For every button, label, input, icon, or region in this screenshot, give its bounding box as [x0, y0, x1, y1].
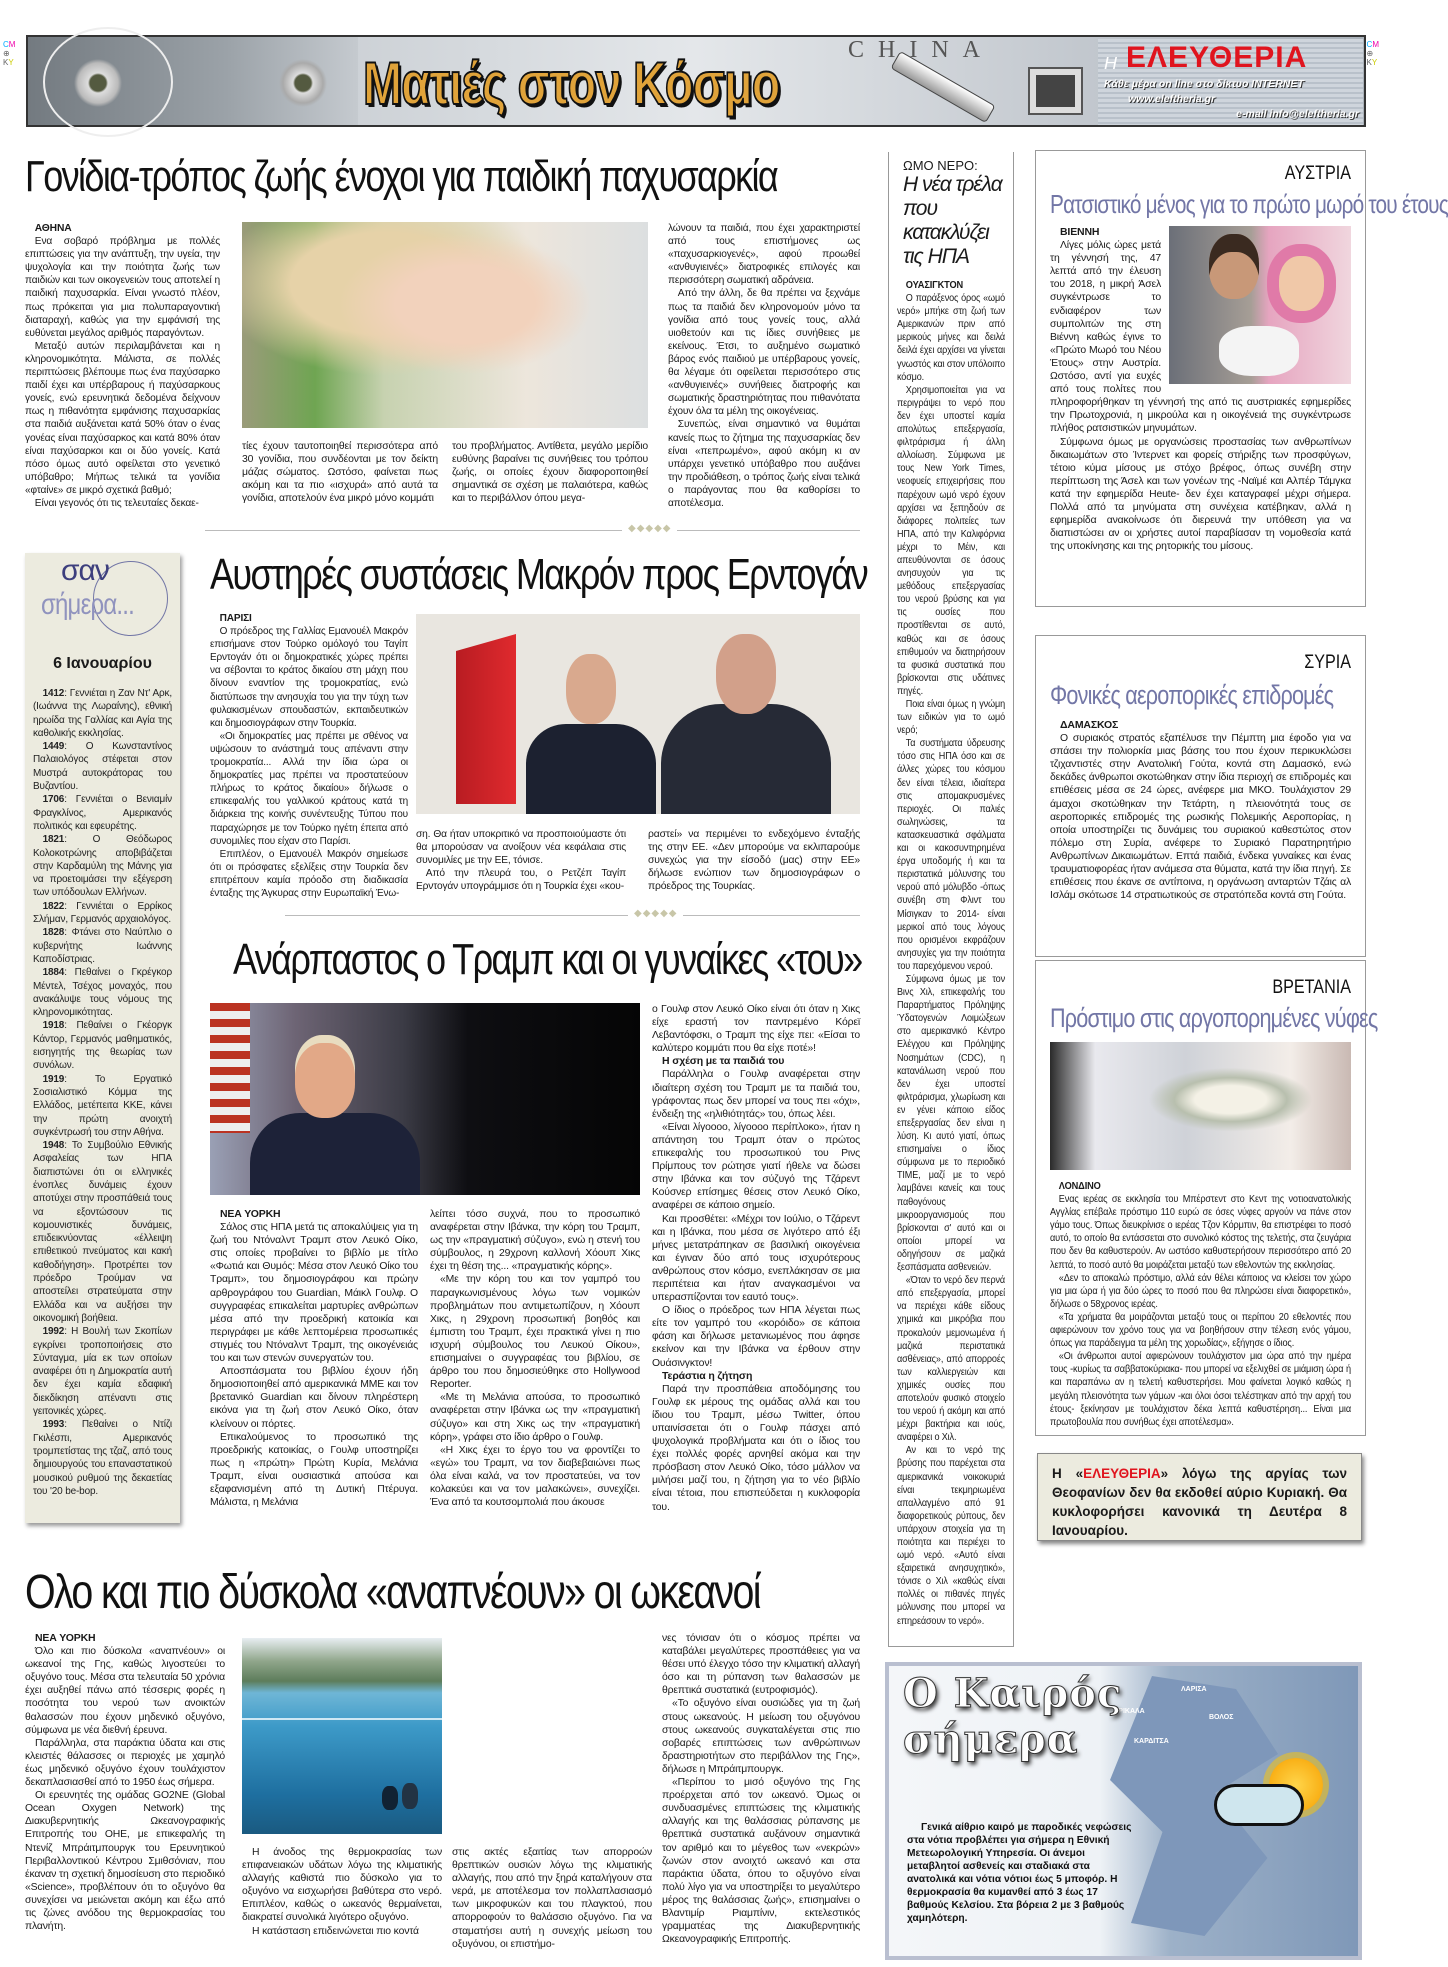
turkish-flag: [456, 634, 516, 804]
event-text: Πεθαίνει ο Γκέοργκ Κάντορ, Γερμανός μαθηματικός, εισηγητής της θεωρίας των συνόλων.: [33, 1020, 172, 1072]
headline-oceans: Ολο και πιο δύσκολα «αναπνέουν» οι ωκεανοί: [25, 1566, 760, 1619]
raw-water-body: [897, 279, 1005, 1628]
paragraph: «Με τη Μελάνια απούσα, το προσωπικό αναφέρεται στην Ιβάνκα ως την «πραγματική σύζυγο» και στη Χικς ως την «πραγματική κόρη», γράφει στο ίδιο άρθρο ο Γουλφ.: [430, 1392, 640, 1443]
paragraph: Από την πλευρά του, ο Ρετζέπ Ταγίπ Ερντογάν υπογράμμισε ότι η Τουρκία έχει «κου-: [416, 868, 626, 893]
paragraph: Μεταξύ αυτών περιλαμβάνεται και η κληρονομικότητα. Μάλιστα, σε πολλές περιπτώσεις βλέπουμε πως ένα παχύσαρκο παιδί έχει και υπέρβαρους ή παχύσαρκους γονείς, ενώ ερευνητικά δεδομένα δείχνουν πως η πιθανότητα εμφάνισης παχυσαρκίας στα παιδιά αυξάνεται κατά 50% όταν ο ένας γονέας είναι παχύσαρκος και κατά 80% όταν είναι παχύσαρκοι και οι δύο γονείς. Κατά πόσο όμως αυτό οφείλεται στο γενετικό υπόβαθρο; Μήπως τελικά τα γονίδια «φταίνε» σε μικρό σχετικά βαθμό;: [25, 340, 220, 496]
event-year: 1919: [42, 1073, 65, 1085]
macron-col-1: [210, 612, 408, 900]
waterline: [242, 1718, 442, 1720]
city-label: ΚΑΡΔΙΤΣΑ: [1134, 1738, 1169, 1745]
brand-prefix: Η: [1104, 53, 1117, 73]
brand-url[interactable]: www.eleftheria.gr: [1128, 93, 1216, 105]
history-event: [33, 966, 172, 1019]
austria-box: [1035, 150, 1448, 607]
history-event: [33, 1073, 172, 1139]
history-event: [33, 1139, 172, 1325]
event-year: 1992: [42, 1326, 65, 1338]
event-text: Το Εργατικό Σοσιαλιστικό Κόμμα της Ελλάδος, μετέπειτα ΚΚΕ, κάνει την πρώτη ανοιχτή συγκέντρωσή του στην Αθήνα.: [33, 1073, 172, 1138]
paragraph: Επιπλέον, ο Εμανουέλ Μακρόν σημείωσε ότι οι πρόσφατες εξελίξεις στην Τουρκία δεν επιτρέπουν καμία πρόοδο στη διαδικασία ένταξης της Άγκυρας στην Ευρωπαϊκή Ένω-: [210, 848, 408, 899]
event-text: Γεννιέται ο Ερρίκος Σλήμαν, Γερμανός αρχαιολόγος.: [33, 900, 172, 926]
event-text: Πεθαίνει ο Γκρέγκορ Μέντελ, Τσέχος μοναχός, που ανακάλυψε τους νόμους της κληρονομικότητας.: [33, 967, 172, 1019]
event-separator: :: [64, 834, 93, 846]
photo-family-baby: [1169, 226, 1351, 384]
event-year: 1884: [42, 967, 65, 979]
paragraph: Παράλληλα ο Γουλφ αναφέρεται στην ιδιαίτερη σχέση του Τραμπ με τα παιδιά του, γράφοντας πως δεν μπορεί να τους πει «όχι», ένδειξη της «ηλιθιότητάς» του, όπως λέει.: [652, 1069, 860, 1120]
cloud-icon: [1214, 1784, 1304, 1826]
city-label: ΤΡΙΚΑΛΑ: [1114, 1708, 1145, 1715]
kicker: ΩΜΟ ΝΕΡΟ:: [903, 158, 978, 173]
paragraph: Τα συστήματα ύδρευσης τόσο στις ΗΠΑ όσο και σε άλλες χώρες του κόσμου δεν είναι τέλεια, ιδιαίτερα στις απομακρυσμένες περιοχές. Οι παλιές σωληνώσεις, τα κατασκευαστικά σφάλματα και οι κακοσυντηρημένα έργα υποδομής ή και τα περιστατικά μόλυνσης του νερού από μόλυβδο -όπως συνέβη στη Φλιντ του Μίσιγκαν το 2014- είναι μερικοί από τους λόγους που ορισμένοι εκφράζουν ανησυχίες για την ποιότητα του παρεχόμενου νερού.: [897, 738, 1005, 972]
event-separator: :: [64, 688, 70, 699]
event-year: 1821: [42, 834, 65, 846]
publication-notice: [1037, 1453, 1362, 1541]
paragraph: Παρά την προσπάθεια αποδόμησης του Γουλφ εκ μέρους της ομάδας αλλά και του ίδιου του Τραμπ, μέσω Twitter, όπου υπαινίσσεται ότι ο Γουλφ πάσχει από ψυχολογικά προβλήματα και ότι ο ίδιος του έχει πολλές φορές αρνηθεί ακόμα και την πρόσβαση στον Λευκό Οίκο, τόσο μάλλον να μιλήσει μαζί του, η ζήτηση για το νέο βιβλίο είναι τέτοια, που επισπεύδεται η κυκλοφορία του.: [652, 1383, 860, 1513]
history-event: [33, 926, 172, 966]
paragraph: του προβλήματος. Αντίθετα, μεγάλο μερίδιο ευθύνης βαραίνει τις συνήθειες του τρόπου ζωής, οι οποίες έχουν διαφοροποιηθεί σημαντικά σε σχέση με παλαιότερα, καθώς και το περιβάλλον όπου μεγα-: [452, 441, 648, 505]
event-text: Η Βουλή των Σκοπίων εγκρίνει τροποποιήσεις στο Σύνταγμα, μία εκ των οποίων αναφέρει ότι η Δημοκρατία αυτή δεν έχει καμία εδαφική διεκδίκηση απέναντι στις γειτονικές χώρες.: [33, 1326, 172, 1418]
oceans-col-4: [662, 1632, 860, 1946]
event-year: 1918: [42, 1020, 65, 1032]
registration-mark-left: CM ⊕ KY: [3, 40, 16, 67]
events-list: [33, 687, 172, 1498]
headline-britain: Πρόστιμο στις αργοπορημένες νύφες: [1050, 1003, 1378, 1033]
weather-forecast: Γενικά αίθριο καιρό με παροδικές νεφώσεις στα νότια προβλέπει για σήμερα η Εθνική Μετεωρολογική Υπηρεσία. Οι άνεμοι μεταβλητοί ασθενείς και σταδιακά στα ανατολικά και νότια νότιοι έως 5 μποφόρ. Η θερμοκρασία θα κυμανθεί από 3 έως 17 βαθμούς Κελσίου. Στα βόρεια 2 με 3 βαθμούς χαμηλότερη.: [907, 1822, 1132, 1924]
paragraph: Σύμφωνα όμως με οργανώσεις προστασίας των ανθρωπίνων δικαιωμάτων στο Ίντερνετ και φορείς στήριξης των προσφύγων, τέτοιο κύμα μίσους με στόχο βρέφος, όπως συνέβη στην περίπτωση της Άσελ και των γονέων της -Ναϊμέ και Αλπέρ Τάμγκα κατά την εφημερίδα Heute- δεν έχει καταγραφεί μέχρι σήμερα. Πολλά από τα μηνύματα στη συνέχεια κατέβηκαν, αλλά η εφημερίδα ανακοίνωσε ότι διερευνά την υπόθεση για να διαπιστώσει αν οι χρήστες αυτοί παραβίασαν τη νομοθεσία κατά της υποκίνησης και της ρητορικής του μίσους.: [1050, 436, 1351, 553]
subheading: Η σχέση με τα παιδιά του: [662, 1055, 785, 1068]
photo-child-eating: [242, 222, 648, 428]
brand-logo: ΕΛΕΥΘΕΡΙΑ: [1126, 41, 1308, 74]
subheading: Τεράστια η ζήτηση: [662, 1369, 753, 1382]
event-year: 1993: [42, 1419, 65, 1431]
dateline: ΒΙΕΝΝΗ: [1060, 226, 1100, 238]
event-separator: :: [64, 1140, 72, 1152]
computer-icon: [1028, 67, 1083, 115]
syria-box: [1035, 635, 1366, 957]
history-event: [33, 1418, 172, 1498]
oceans-col-2: [242, 1846, 442, 1938]
paragraph: λώνουν τα παιδιά, που έχει χαρακτηριστεί από τους επιστήμονες ως «παχυσαρκιογενές», αφού προωθεί «ανθυγιεινές» διατροφικές επιλογές και περισσότερη σωματική αδράνεια.: [668, 223, 860, 287]
event-year: 1822: [42, 900, 65, 912]
paragraph: ση. Θα ήταν υποκριτικό να προσποιούμαστε ότι θα μπορούσαν να ανοίξουν νέα κεφάλαια στις συνομιλίες με την ΕΕ, τόνισε.: [416, 829, 626, 867]
history-event: [33, 793, 172, 833]
today-title-top: σαν: [61, 554, 109, 587]
city-label: ΒΟΛΟΣ: [1209, 1714, 1234, 1721]
event-year: 1412: [42, 688, 65, 699]
event-text: Το Συμβούλιο Εθνικής Ασφαλείας των ΗΠΑ διαπιστώνει ότι οι ελληνικές ένοπλες δυνάμεις έχουν αποτύχει στην προσπάθειά τους να εξοντώσουν τις κομουνιστικές δυνάμεις, επιδεικνύοντας «έλλειψη επιθετικού πνεύματος και κακή καθοδήγηση». Προτρέπει τον πρόεδρο Τρούμαν να αποστείλει στρατεύματα στην Ελλάδα και να αυξήσει την οικονομική βοήθεια.: [33, 1140, 172, 1324]
notice-text: Η «: [1052, 1466, 1084, 1481]
paragraph: Ο συριακός στρατός εξαπέλυσε την Πέμπτη μια έφοδο για να σπάσει την πολιορκία μιας βάσης του που έχουν περικυκλώσει τζιχαντιστές στην Ανατολική Γούτα, κοντά στη Δαμασκό, ενώ δεκάδες άνθρωποι σκοτώθηκαν στην ίδια περιοχή σε επιδρομές και επιθέσεις μέσα σε 24 ώρες, ανέφερε μια ΜΚΟ. Τουλάχιστον 29 άμαχοι σκοτώθηκαν την Τετάρτη, η πλειονότητά τους σε αεροπορικές επιδρομές της ρωσικής Πολεμικής Αεροπορίας, η οποία υποστηρίζει τις δυνάμεις του συριακού καθεστώτος στον πόλεμο στη Συρία, ανέφερε το Συριακό Παρατηρητήριο Ανθρωπίνων Δικαιωμάτων. Επτά παιδιά, ένδεκα γυναίκες και ένας τραυματιοφορέας ήταν ανάμεσα στα θύματα, κατά την ίδια πηγή. Σε επιθέσεις που έκανε σε αντίποινα, η οργάνωση ανταρτών Τζάις αλ Ισλάμ σκότωσε 14 στρατιωτικούς σε στρατόπεδα κοντά στη Γούτα.: [1050, 733, 1351, 902]
trump-col-3: [652, 1003, 860, 1514]
paragraph: Ο πρόεδρος της Γαλλίας Εμανουέλ Μακρόν επισήμανε στον Τούρκο ομόλογό του Ταγίπ Ερντογάν ότι οι δημοκρατικές χώρες πρέπει να σέβονται το κράτος δικαίου στη μάχη που δίνουν εναντίον της τρομοκρατίας, ενώ διατύπωσε την ανησυχία του για την τύχη των φυλακισμένων σπουδαστών, εκπαιδευτικών και δημοσιογράφων στην Τουρκία.: [210, 626, 408, 729]
paragraph: Σάλος στις ΗΠΑ μετά τις αποκαλύψεις για τη ζωή του Ντόναλντ Τραμπ στον Λευκό Οίκο, στις οποίες προβαίνει το βιβλίο με τίτλο «Φωτιά και Θυμός: Μέσα στον Λευκό Οίκο του Τραμπ», του δημοσιογράφου και πρώην αρθρογράφου του Guardian, Μάικλ Γουλφ. Ο συγγραφέας επικαλείται μαρτυρίες ανθρώπων μέσα από την προεδρική κατοικία και περιγράφει με κάθε λεπτομέρεια προσωπικές στιγμές του Ντόναλντ Τραμπ, της οικογένειάς του και των στενών συνεργατών του.: [210, 1222, 418, 1365]
section-divider: [285, 915, 860, 916]
event-text: Πεθαίνει ο Ντίζι Γκιλέσπι, Αμερικανός τρομπετίστας της τζαζ, από τους δημιουργούς του επαναστατικού μουσικού ρυθμού της δεκαετίας του '20 be-bop.: [33, 1419, 172, 1497]
event-separator: :: [64, 1326, 72, 1338]
photo-trump: [210, 1003, 640, 1195]
headline-obesity: Γονίδια-τρόπος ζωής ένοχοι για παιδική παχυσαρκία: [25, 152, 778, 201]
person-trump: [250, 1113, 420, 1195]
paragraph: «Δεν το αποκαλώ πρόστιμο, αλλά εάν θέλει κάποιος να κλείσει τον χώρο για μια ώρα ή για δύο ώρες το ποσό που θα πληρώσει είναι διαφορετικό», δήλωσε ο 58χρονος ιερέας.: [1050, 1272, 1351, 1310]
austria-lead: Λίγες μόλις ώρες μετά τη γέννησή της, 47 λεπτά από την έλευση του 2018, η μικρή Άσελ συγκέντρωσε το ενδιαφέρον των συμπολιτών της στη Βιέννη καθώς έγινε το «Πρώτο Μωρό: [1050, 240, 1161, 356]
country-label: ΣΥΡΙΑ: [1304, 652, 1351, 673]
paragraph: Οι ερευνητές της ομάδας GO2NE (Global Ocean Oxygen Network) της Διακυβερνητικής Ωκεανογραφικής Επιτροπής του ΟΗΕ, με επικεφαλής τη Ντενίζ Μπράιτμπουργκ του Ερευνητικού Περιβαλλοντικού Κέντρου Σμιθσόνιαν, που έκαναν τη σχετική δημοσίευση στο περιοδικό «Science», προβλέπουν ότι το οξυγόνο θα συνεχίσει να μειώνεται ακόμη και έξω από τις ζώνες ανόδου της θερμοκρασίας του πλανήτη.: [25, 1790, 225, 1933]
paragraph: τίες έχουν ταυτοποιηθεί περισσότερα από 30 γονίδια, που συνδέονται με τον δείκτη μάζας σώματος. Ωστόσο, φαίνεται πως ακόμη και τα πιο «ισχυρά» από αυτά τα γονίδια, αποτελούν ένα μικρό μόνο κομμάτι: [242, 441, 438, 505]
country-label: ΑΥΣΤΡΙΑ: [1284, 163, 1351, 184]
britain-body: [1050, 1180, 1351, 1429]
event-text: Ο Θεόδωρος Κολοκοτρώνης αποβιβάζεται στην Καρδαμύλη της Μάνης για να προετοιμάσει την εξέγερση των υπόδουλων Ελλήνων.: [33, 834, 172, 899]
paragraph: Συνεπώς, είναι σημαντικό να θυμάται κανείς πως το ζήτημα της παχυσαρκίας δεν είναι «πεπρωμένο», αφού ακόμη κι αν υπάρχει γενετικό υπόβαθρο που αυξάνει την προδιάθεση, ο τρόπος ζωής είναι τελικά ο παράγοντας που θα καθορίσει το αποτέλεσμα.: [668, 419, 860, 509]
austria-lead-continued: του Νέου Έτους» στην Αυστρία. Ωστόσο, αντί για ευχές από τους πολίτες που πληροφορήθηκαν τη γέννησή της από τις αυστριακές εφημερίδες την Πρωτοχρονιά, η μικρούλα και η οικογένειά της συγκέντρωσε πλήθος ρατσιστικών μηνυμάτων.: [1050, 344, 1351, 435]
paragraph: Αν και το νερό της βρύσης που παρέχεται στα αμερικανικά νοικοκυριά είναι τεκμηριωμένα απαλλαγμένο από 91 διαφορετικούς ρύπους, δεν υπάρχουν στοιχεία για τη ποιότητα και περιέχει το ωμό νερό. «Αυτό είναι εξαιρετικά ανησυχητικό», τόνισε ο Χιλ «καθώς είναι πολλές οι πιθανές πηγές μόλυνσης που μπορεί να επηρεάσουν το νερό».: [897, 1445, 1005, 1627]
trump-col-2: [430, 1208, 640, 1509]
brand-block: [1098, 39, 1363, 125]
britain-box: [1035, 960, 1378, 1436]
event-separator: :: [64, 900, 77, 912]
person-erdogan: [661, 704, 831, 814]
event-separator: :: [64, 794, 76, 806]
paragraph: Χρησιμοποιείται για να περιγράψει το νερό που δεν έχει υποστεί καμία απολύτως επεξεργασία, φιλτράρισμα ή άλλη αλλοίωση. Σύμφωνα με τους New York Times, νεοφυείς επιχειρήσεις που παρέχουν ωμό νερό έχουν αρχίσει να ξεπηδούν σε διάφορες πολιτείες των ΗΠΑ, από την Καλιφόρνια μέχρι το Μέιν, και απευθύνονται σε όσους ανησυχούν για τις μεθόδους επεξεργασίας του νερού βρύσης και για τις ουσίες που προστίθενται σε αυτό, καθώς και σε όσους επιθυμούν να διατηρήσουν τα φυσικά συστατικά που βρίσκονται στις υδάτινες πηγές.: [897, 384, 1005, 697]
history-event: [33, 687, 172, 740]
photo-bride-bouquet: [1050, 1042, 1351, 1170]
person-macron: [526, 724, 656, 814]
syria-body: [1050, 719, 1351, 902]
today-logo: [33, 554, 172, 629]
oceans-col-1: [25, 1632, 225, 1933]
diver: [382, 1786, 398, 1810]
paragraph: ο Γουλφ στον Λευκό Οίκο είναι ότι όταν η Χικς είχε εραστή τον παντρεμένο Κόρεϊ Λεβαντόφσκι, ο Τραμπ της είχε πει: «Είσαι το καλύτερο κομμάτι που θα είχε ποτέ»!: [652, 1004, 860, 1055]
paragraph: νες τόνισαν ότι ο κόσμος πρέπει να καταβάλει μεγαλύτερες προσπάθειες για να θέσει υπό έλεγχο τόσο την κλιματική αλλαγή όσο και τη ρύπανση των θαλασσών με θρεπτικά συστατικά (ευτροφισμός).: [662, 1633, 860, 1697]
section-divider: [205, 530, 860, 531]
paragraph: Είναι γεγονός ότι τις τελευταίες δεκαε-: [34, 497, 199, 509]
paragraph: Η άνοδος της θερμοκρασίας των επιφανειακών υδάτων λόγω της κλιματικής αλλαγής καθιστά πιο δύσκολο για το οξυγόνο να εισχωρήσει βαθύτερα στο νερό. Επιπλέον, καθώς ο ωκεανός θερμαίνεται, διακρατεί συνολικά λιγότερο οξυγόνο.: [242, 1847, 442, 1924]
event-separator: :: [64, 1419, 82, 1431]
us-flag: [210, 1003, 250, 1133]
paragraph: Παράλληλα, στα παράκτια ύδατα και στις κλειστές θάλασσες οι περιοχές με χαμηλό έως μηδενικό οξυγόνο έχουν τουλάχιστον δεκαπλασιασθεί από το 1950 έως σήμερα.: [25, 1737, 225, 1789]
paragraph: ραστεί» να περιμένει το ενδεχόμενο ένταξής της στην ΕΕ. «Δεν μπορούμε να εκλιπαρούμε συνεχώς για την είσοδό (μας) στην ΕΕ» δήλωσε ενώπιον των δημοσιογράφων ο πρόεδρος της Τουρκίας.: [648, 829, 860, 893]
paragraph: «Όταν το νερό δεν περνά από επεξεργασία, μπορεί να περιέχει κάθε είδους χημικά και μικρόβια που προκαλούν μεμονωμένα ή μαζικά περιστατικά ασθένειας», από απορροές των καλλιεργειών και χημικές ουσίες που αποτελούν φυσικό στοιχείο του νερού ή ακόμη και από μέχρι βακτήρια και ιούς, αναφέρει ο Χιλ.: [897, 1275, 1005, 1444]
event-separator: :: [64, 927, 72, 939]
headline-trump: Ανάρπαστος ο Τραμπ και οι γυναίκες «του»: [233, 935, 862, 984]
obesity-col-4: [668, 222, 860, 510]
event-separator: :: [64, 1020, 77, 1032]
paragraph: «Είναι λίγοοοο, λίγοοοο περίπλοκο», ήταν η απάντηση του Τραμπ όταν ο πρώτος επικεφαλής του προσωπικού του Ρινς Πρίμπους τον ρώτησε γιατί ήθελε να δώσει στην Ιβάνκα και τον σύζυγό της Τζάρεντ Κούσνερ επίσημες θέσεις στον Λευκό Οίκο, αναφέρει σε κάποιο σημείο.: [652, 1121, 860, 1212]
paragraph: Και προσθέτει: «Μέχρι τον Ιούλιο, ο Τζάρεντ και η Ιβάνκα, που μέσα σε λιγότερο από έξι μήνες μετατράπηκαν σε βασιλική οικογένεια και έγιναν δύο από τους ισχυρότερους ανθρώπους στον κόσμο, ενεπλάκησαν σε μια περιπέτεια και ήταν αναγκασμένοι να υπερασπίζονται τον εαυτό τους».: [652, 1213, 860, 1304]
paragraph: Ο ίδιος ο πρόεδρος των ΗΠΑ λέγεται πως είτε τον γαμπρό του «κορόιδο» σε κάποια φάση και δήλωσε μετανιωμένος που άφησε εκείνον και την Ιβάνκα να έρθουν στην Ουάσινγκτον!: [652, 1305, 860, 1369]
paragraph: Από την άλλη, δε θα πρέπει να ξεχνάμε πως τα παιδιά δεν κληρονομούν μόνο τα γονίδια από τους γονείς τους, αλλά υιοθετούν και τις ίδιες συνήθειες με εκείνους. Έτσι, το αυξημένο σωματικό βάρος ενός παιδιού με υπέρβαρους γονείς, θα λέγαμε ότι οφείλεται περισσότερο στις «ανθυγιεινές» συνήθειες διατροφής και σωματικής δραστηριότητας που πιθανότατα έχουν όλα τα μέλη της οικογένειας.: [668, 288, 860, 418]
baby: [1219, 326, 1299, 376]
paragraph: λείπει τόσο συχνά, που το προσωπικό αναφέρεται στην Ιβάνκα, την κόρη του Τραμπ, ως την «πραγματική σύζυγο», ενώ η στενή του σύμβουλος, η 29χρονη καλλονή Χόουπ Χικς έχει τη θέση της... «πραγματικής κόρης».: [430, 1209, 640, 1273]
history-event: [33, 900, 172, 927]
event-year: 1948: [42, 1140, 65, 1152]
dateline: ΑΘΗΝΑ: [34, 222, 72, 234]
event-year: 1828: [42, 927, 65, 939]
country-label: ΒΡΕΤΑΝΙΑ: [1272, 977, 1351, 998]
obesity-col-1: [25, 222, 220, 510]
obesity-col-2: [242, 440, 438, 505]
city-label: ΛΑΡΙΣΑ: [1181, 1686, 1207, 1693]
photo-ocean-divers: [242, 1638, 442, 1834]
raw-water-box: [888, 152, 1014, 1647]
dateline: ΝΕΑ ΥΟΡΚΗ: [220, 1208, 281, 1220]
photo-macron-erdogan: [416, 614, 860, 814]
austria-body: [1050, 226, 1351, 553]
weather-box: [885, 1662, 1362, 1960]
mother: [1279, 256, 1324, 311]
father: [1209, 234, 1259, 299]
dateline: ΛΟΝΔΙΝΟ: [1058, 1180, 1101, 1192]
paragraph: Ενα σοβαρό πρόβλημα με πολλές επιπτώσεις για την ανάπτυξη, την υγεία, την ψυχολογία και την ποιότητα ζωής των παιδιών και των οικογενειών τους αποτελεί η παιδική παχυσαρκία. Είναι γνωστό πλέον, πως πρόκειται για μια πολυπαραγοντική διαταραχή, καθώς για την εμφάνισή της ευθύνεται μεγάλος αριθμός παραγόντων.: [25, 236, 220, 339]
paragraph: Επικαλούμενος το προσωπικό της προεδρικής κατοικίας, ο Γουλφ υποστηρίζει πως η «πρώτη» Πρώτη Κυρία, Μελάνια Τραμπ, είναι ουσιαστικά απούσα και εξαφανισμένη από τη Δυτική Πτέρυγα. Μάλιστα, η Μελάνια: [210, 1431, 418, 1509]
banner-title: Ματιές στον Κόσμο: [363, 50, 780, 117]
crosshair-icon: [43, 27, 173, 137]
obesity-col-3: [452, 440, 648, 505]
trump-col-1: [210, 1208, 418, 1509]
event-separator: :: [64, 967, 75, 979]
divider-ornament: ◆◆◆◆◆: [622, 523, 677, 534]
today-title-bottom: σήμερα...: [41, 588, 135, 621]
paragraph: Αποσπάσματα του βιβλίου έχουν ήδη δημοσιοποιηθεί από αμερικανικά ΜΜΕ και τον βρετανικό Guardian και δίνουν πληρέστερη εικόνα για τη ζωή στον Λευκό Οίκο, όταν κλείνουν οι πόρτες.: [210, 1366, 418, 1430]
event-year: 1449: [42, 741, 65, 753]
notice-text: » λόγω της αργίας των Θεοφανίων δεν θα εκδοθεί αύριο Κυριακή. Θα κυκλοφορήσει κανονικά τη Δευτέρα 8 Ιανουαρίου.: [1052, 1466, 1347, 1538]
headline-macron: Αυστηρές συστάσεις Μακρόν προς Ερντογάν: [210, 550, 867, 599]
paragraph: «Περίπου το μισό οξυγόνο της Γης προέρχεται από τον ωκεανό. Όμως οι συνδυασμένες επιπτώσεις της κλιματικής αλλαγής και της θαλάσσιας ρύπανσης με θρεπτικά συστατικά αυξάνουν σημαντικά τον αριθμό και το μέγεθος των «νεκρών» ζωνών στον ανοιχτό ωκεανό και στα παράκτια ύδατα, όπου το οξυγόνο είναι πολύ λίγο για να υποστηρίξει το μεγαλύτερο μέρος της θαλάσσιας ζωής», επισημαίνει ο Βλαντιμίρ Ριαμπίνιν, εκτελεστικός γραμματέας της Διακυβερνητικής Ωκεανογραφικής Επιτροπής.: [662, 1777, 860, 1946]
paragraph: Ενας ιερέας σε εκκλησία του Μπέρστεντ στο Κεντ της νοτιοανατολικής Αγγλίας επέβαλε πρόστιμο 110 ευρώ σε όσες νύφες αργούν να πάνε στον γάμο τους. Όπως διευκρίνισε ο ιερέας Τζον Κόρμπιν, θα επιστρέφει το ποσό αυτό, το οποίο θα εντάσσεται στο συνολικό κόστος της τελετής, στα ζευγάρια που δεν θα καθυστερούν. Αν ωστόσο καθυστερήσουν περισσότερο από 20 λεπτά, το ποσό αυτό θα μοιράζεται μεταξύ των εθελοντών της εκκλησίας.: [1050, 1194, 1351, 1271]
registration-mark-right: CM ⊕ KY: [1366, 40, 1379, 67]
diver: [402, 1783, 418, 1809]
paragraph: Η κατάσταση επιδεινώνεται πιο κοντά: [252, 1925, 419, 1937]
macron-col-2: [416, 828, 626, 893]
weather-title: Ο Καιρός: [903, 1670, 1123, 1717]
paragraph: «Το οξυγόνο είναι ουσιώδες για τη ζωή στους ωκεανούς. Η μείωση του οξυγόνου στους ωκεανούς συγκαταλέγεται στις πιο σοβαρές επιπτώσεις των ανθρώπινων δραστηριοτήτων στο περιβάλλον της Γης», δήλωσε η Μπράιτμπουργκ.: [662, 1698, 860, 1775]
history-event: [33, 740, 172, 793]
weather-title: σήμερα: [903, 1716, 1079, 1763]
paragraph: «Οι άνθρωποι αυτοί αφιερώνουν τουλάχιστον μια ώρα από την ημέρα τους -κυρίως τα σαββατοκύριακα- που μπορεί να εξελιχθεί σε μιάμιση ώρα ή και παραπάνω αν η τελετή καθυστερήσει. Μου φαίνεται λογικό καθώς η μεγάλη πλειονότητα των γάμων -και όλοι όσοι τελέστηκαν από την αρχή του έτους- ξεκίνησαν με τουλάχιστον δέκα λεπτά καθυστέρηση... Είναι μια πρωτοβουλία που συνήθως έχει αποτέλεσμα».: [1050, 1351, 1351, 1428]
paragraph: «Τα χρήματα θα μοιράζονται μεταξύ τους οι περίπου 20 εθελοντές που αφιερώνουν τον χρόνο τους για να βοηθήσουν στην τέλεση ενός γάμου, όπως για παράδειγμα τα μέλη της χορωδίας», εξήγησε ο ίδιος.: [1050, 1311, 1351, 1350]
event-text: Γεννιέται η Ζαν Ντ' Αρκ, (Ιωάννα της Λωραίνης), εθνική ηρωίδα της Γαλλίας και Αγία της καθολικής εκκλησίας.: [33, 688, 172, 739]
paragraph: «Με την κόρη του και τον γαμπρό του παραγκωνισμένους λόγω των νομικών προβλημάτων που αντιμετωπίζουν, η Χόουπ Χικς, η 29χρονη προσωπική βοηθός και έμπιστη του Τραμπ, έχει πρακτικά γίνει η πιο ισχυρή σύμβουλος του Λευκού Οίκου», επισημαίνει ο συγγραφέας του βιβλίου, σε άρθρο του που δημοσιεύθηκε στο Hollywood Reporter.: [430, 1274, 640, 1391]
history-event: [33, 1019, 172, 1072]
paragraph: Ποια είναι όμως η γνώμη των ειδικών για το ωμό νερό;: [897, 699, 1005, 737]
paragraph: στις ακτές εξαιτίας των απορροών θρεπτικών ουσιών λόγω της κλιματικής αλλαγής, που από την ξηρά καταλήγουν στα νερά, με αποτέλεσμα τον πολλαπλασιασμό των μικροφυκών και του πλαγκτού, που απορροφούν το θαλάσσιο οξυγόνο. Για να σταματήσει αυτή η συνεχής μείωση του οξυγόνου, οι επιστήμο-: [452, 1847, 652, 1950]
divider-ornament: ◆◆◆◆◆: [628, 908, 683, 919]
event-year: 1706: [42, 794, 65, 806]
paragraph: «Οι δημοκρατίες μας πρέπει με σθένος να υψώσουν το ανάστημά τους απέναντι στην τρομοκρατία... Αλλά την ίδια ώρα οι δημοκρατίες μας πρέπει να προστατεύουν πλήρως το κράτος δικαίου» δήλωσε ο επικεφαλής του γαλλικού κράτους κατά τη διάρκεια της κοινής συνέντευξης Τύπου που παραχώρησε με τον Τούρκο ηγέτη έπειτα από συνομιλίες που είχαν στο Παρίσι.: [210, 730, 408, 847]
headline-austria: Ρατσιστικό μένος για το πρώτο μωρό του έτους: [1050, 189, 1448, 219]
today-date: 6 Ιανουαρίου: [53, 655, 152, 672]
masthead-banner: [26, 35, 1366, 127]
event-text: Ο Κωνσταντίνος Παλαιολόγος στέφεται στον Μυστρά αυτοκράτορας του Βυζαντίου.: [33, 741, 172, 793]
paragraph: Όλο και πιο δύσκολα «αναπνέουν» οι ωκεανοί της Γης, καθώς λιγοστεύει το οξυγόνο τους. Μέσα στα τελευταία 50 χρόνια έχει αυξηθεί πάνω από τέσσερις φορές η ποσότητα του νερού των ανοικτών θαλασσών που έχουν μηδενικό οξυγόνο, σύμφωνα με νέα διεθνή έρευνα.: [25, 1646, 225, 1736]
event-separator: :: [64, 741, 86, 753]
map-label: CHINA: [848, 37, 994, 63]
event-text: Γεννιέται ο Βενιαμίν Φραγκλίνος, Αμερικανός πολιτικός και εφευρέτης.: [33, 794, 172, 832]
paragraph: Ο παράξενος όρος «ωμό νερό» μπήκε στη ζωή των Αμερικανών πριν από μερικούς μήνες και δειλά δειλά έχει αρχίσει να γίνεται γνωστός και στον υπόλοιπο κόσμο.: [897, 293, 1005, 383]
event-text: Φτάνει στο Ναύπλιο ο κυβερνήτης Ιωάννης Καποδίστριας.: [33, 927, 172, 965]
oceans-col-3: [452, 1846, 652, 1951]
dateline: ΠΑΡΙΣΙ: [219, 612, 252, 624]
history-event: [33, 833, 172, 899]
history-event: [33, 1325, 172, 1418]
dateline: ΝΕΑ ΥΟΡΚΗ: [35, 1632, 96, 1644]
paragraph: Σύμφωνα όμως με τον Βινς Χιλ, επικεφαλής του Παραρτήματος Πρόληψης Ύδατογενών Λοιμώξεων στο αμερικανικό Κέντρο Ελέγχου και Πρόληψης Νοσημάτων (CDC), η κατανάλωση νερού που δεν έχει υποστεί φιλτράρισμα, χλωρίωση και εν γένει κάποιο είδος επεξεργασίας δεν είναι η λύση. Κι αυτό γιατί, όπως επισημαίνει ο ίδιος σύμφωνα με το περιοδικό ΤΙΜΕ, μαζί με το νερό λαμβάνει κανείς και τους παθογόνους μικροοργανισμούς που βρίσκονται σ' αυτό και οι οποίοι μπορεί να οδηγήσουν σε μαζικά ξεσπάσματα ασθενειών.: [897, 973, 1005, 1274]
headline-raw-water: Η νέα τρέλα που κατακλύζει τις ΗΠΑ: [903, 173, 1002, 268]
brand-email[interactable]: e-mail info@eleftheria.gr: [1236, 108, 1359, 120]
today-in-history-box: [25, 553, 180, 1523]
brand-tagline: Κάθε μέρα on line στο δίκτυο INTERNET: [1104, 78, 1304, 90]
dateline: ΔΑΜΑΣΚΟΣ: [1060, 719, 1119, 731]
dateline: ΟΥΑΣΙΓΚΤΟΝ: [905, 279, 964, 291]
headline-syria: Φονικές αεροπορικές επιδρομές: [1050, 680, 1334, 710]
event-separator: :: [64, 1073, 95, 1085]
notice-brand: ΕΛΕΥΘΕΡΙΑ: [1083, 1466, 1161, 1481]
macron-col-3: [648, 828, 860, 893]
paragraph: «Η Χικς έχει το έργο του να φροντίζει το «εγώ» του Τραμπ, να τον διαβεβαιώνει πως όλα είναι καλά, να τον προστατεύει, να τον κολακεύει και να τον μαλακώνει», συνεχίζει. Ένα από τα κουτσομπολιά που άκουσε: [430, 1444, 640, 1509]
